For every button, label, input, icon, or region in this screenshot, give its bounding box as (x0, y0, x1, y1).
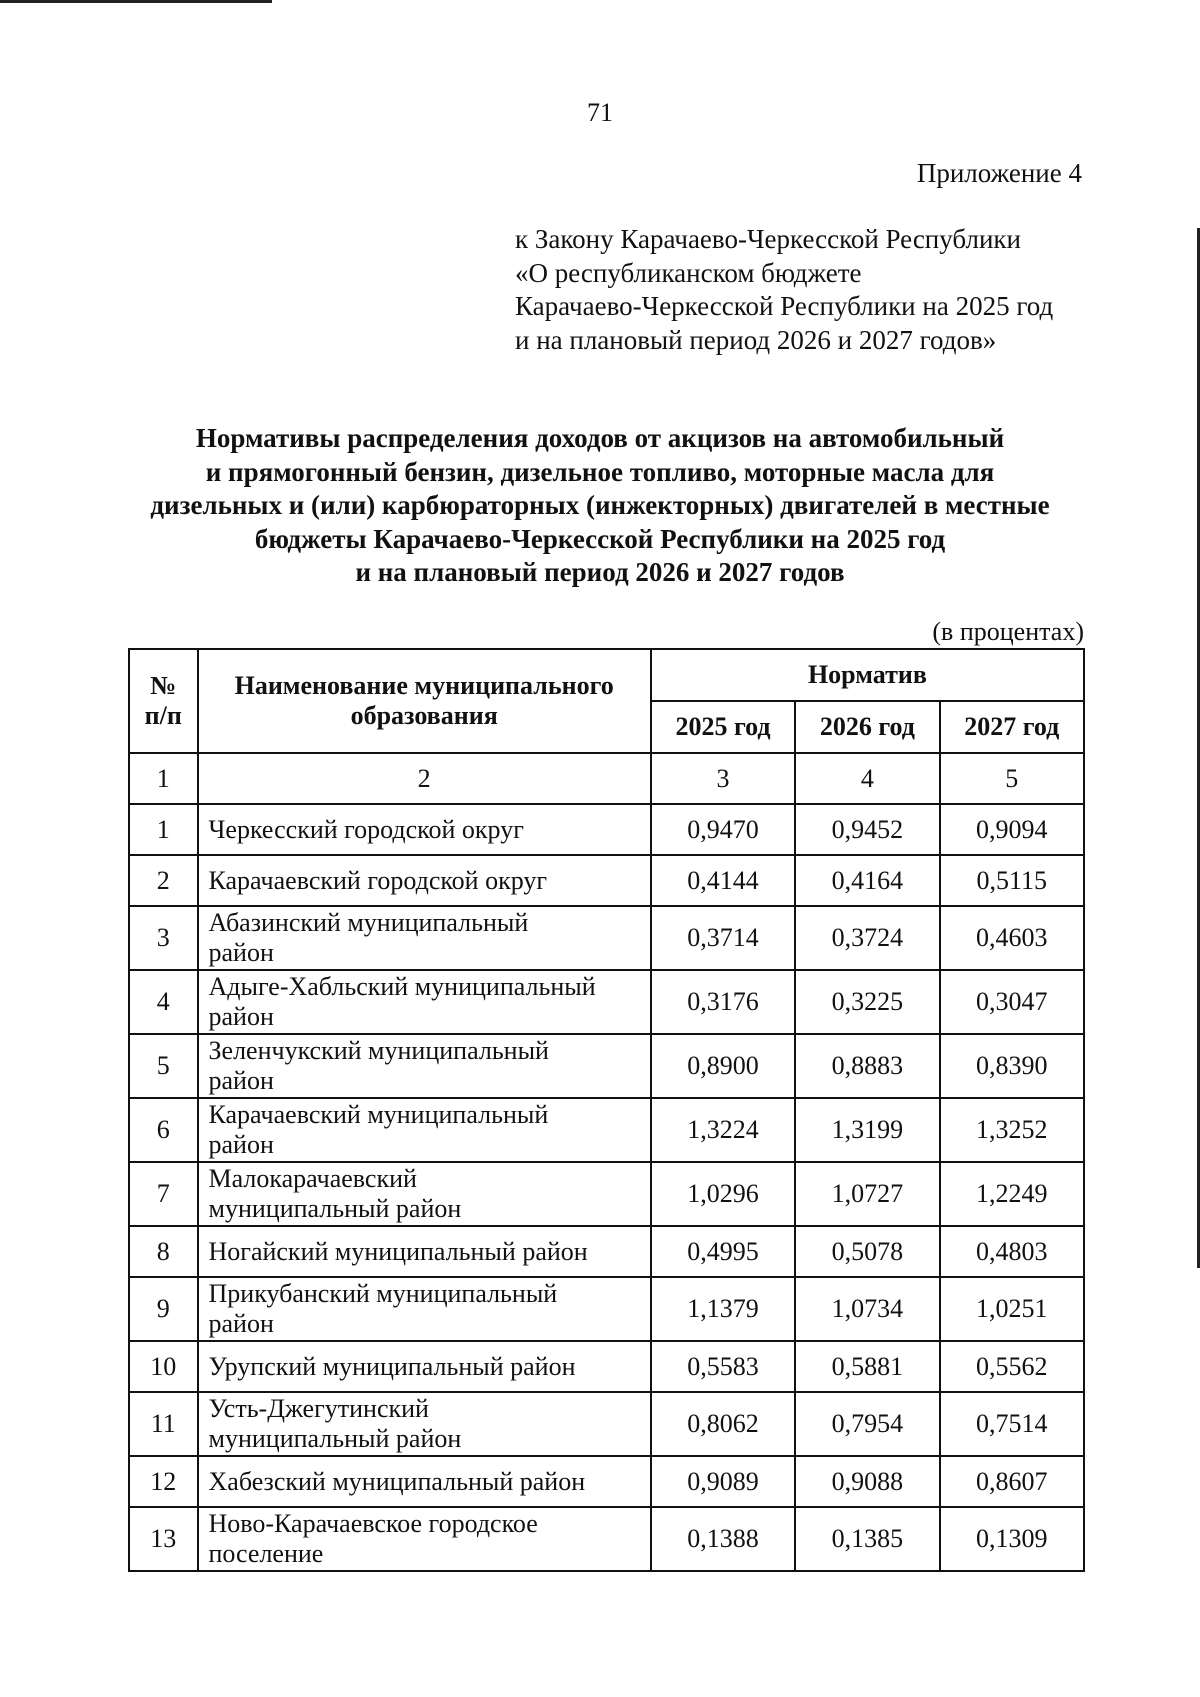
norm-value-2025: 1,1379 (651, 1277, 795, 1341)
norm-value-2026: 0,3724 (795, 906, 939, 970)
municipality-name-line: Ново-Карачаевское городское (208, 1509, 538, 1538)
municipality-name-cell (198, 855, 651, 906)
law-reference-line: к Закону Карачаево-Черкесской Республики (515, 224, 1021, 254)
row-number-cell: 10 (129, 1341, 198, 1392)
municipality-name-line: Абазинский муниципальный (208, 908, 529, 937)
municipality-name-line: Усть-Джегутинский (208, 1394, 429, 1423)
norm-value-2026: 0,9088 (795, 1456, 939, 1507)
norm-value-2027: 1,0251 (940, 1277, 1084, 1341)
title-line: бюджеты Карачаево-Черкесской Республики на 2025 год (254, 523, 946, 554)
header-year-2026: 2026 год (795, 701, 939, 753)
column-index-cell: 4 (795, 753, 939, 804)
norm-value-2026: 0,8883 (795, 1034, 939, 1098)
table-row (129, 1341, 1084, 1392)
norm-value-2027: 0,8607 (940, 1456, 1084, 1507)
municipality-name-line: Хабезский муниципальный район (208, 1466, 586, 1496)
norm-value-2027: 0,8390 (940, 1034, 1084, 1098)
norm-value-2026: 0,5078 (795, 1226, 939, 1277)
municipality-name-line: поселение (208, 1539, 324, 1568)
norm-value-2025: 0,5583 (651, 1341, 795, 1392)
municipality-name-line: Карачаевский городской округ (208, 865, 548, 895)
municipality-name-line: Адыге-Хабльский муниципальный (208, 972, 596, 1001)
municipality-name-line: район (208, 1066, 274, 1095)
table-body (129, 753, 1084, 1571)
units-note: (в процентах) (932, 617, 1084, 646)
document-title (60, 422, 1140, 590)
norm-value-2026: 1,0727 (795, 1162, 939, 1226)
municipality-name-cell (198, 906, 651, 970)
page-number: 71 (587, 98, 613, 127)
row-number-cell: 12 (129, 1456, 198, 1507)
norm-value-2025: 1,3224 (651, 1098, 795, 1162)
municipality-name-line: муниципальный район (208, 1424, 462, 1453)
column-index-cell: 2 (198, 753, 651, 804)
title-line: Нормативы распределения доходов от акцизов на автомобильный (195, 423, 1005, 453)
table-header-row (129, 649, 1084, 701)
norm-value-2027: 0,3047 (940, 970, 1084, 1034)
norm-value-2027: 0,7514 (940, 1392, 1084, 1456)
municipality-name-line: Прикубанский муниципальный (208, 1279, 558, 1308)
municipality-name-cell (198, 1277, 651, 1341)
municipality-name-line: муниципальный район (208, 1194, 462, 1223)
row-number-cell: 1 (129, 804, 198, 855)
title-line: и на плановый период 2026 и 2027 годов (355, 557, 845, 587)
table-row (129, 1277, 1084, 1341)
municipality-name-cell (198, 1098, 651, 1162)
row-number-cell: 11 (129, 1392, 198, 1456)
norm-value-2026: 0,5881 (795, 1341, 939, 1392)
table-row (129, 1162, 1084, 1226)
norm-value-2025: 0,4144 (651, 855, 795, 906)
norm-value-2027: 0,5115 (940, 855, 1084, 906)
norm-value-2026: 0,7954 (795, 1392, 939, 1456)
municipality-name-cell (198, 804, 651, 855)
norm-value-2025: 0,3714 (651, 906, 795, 970)
norm-value-2025: 1,0296 (651, 1162, 795, 1226)
municipality-name-line: район (208, 1130, 274, 1159)
norms-table (128, 648, 1085, 1572)
municipality-name-line: район (208, 938, 274, 967)
municipality-name-line: район (208, 1002, 274, 1031)
norm-value-2025: 0,3176 (651, 970, 795, 1034)
norm-value-2025: 0,9470 (651, 804, 795, 855)
table-row (129, 970, 1084, 1034)
table-row (129, 1507, 1084, 1571)
table-row (129, 1098, 1084, 1162)
row-number-cell: 6 (129, 1098, 198, 1162)
norm-value-2027: 0,1309 (940, 1507, 1084, 1571)
norm-value-2026: 1,0734 (795, 1277, 939, 1341)
table-row (129, 855, 1084, 906)
norm-value-2025: 0,8900 (651, 1034, 795, 1098)
municipality-name-line: район (208, 1309, 274, 1338)
row-number-cell: 8 (129, 1226, 198, 1277)
appendix-label: Приложение 4 (916, 158, 1082, 188)
header-name-line2: образования (350, 701, 498, 730)
title-line: и прямогонный бензин, дизельное топливо, моторные масла для (205, 456, 995, 487)
column-index-cell: 5 (940, 753, 1084, 804)
norm-value-2027: 0,4803 (940, 1226, 1084, 1277)
row-number-cell: 9 (129, 1277, 198, 1341)
header-year-2025: 2025 год (651, 701, 795, 753)
norm-value-2026: 0,4164 (795, 855, 939, 906)
norm-value-2026: 0,3225 (795, 970, 939, 1034)
row-number-cell: 2 (129, 855, 198, 906)
header-number-line2: п/п (144, 701, 182, 730)
norm-value-2025: 0,9089 (651, 1456, 795, 1507)
law-reference (515, 223, 1053, 357)
municipality-name-cell (198, 1034, 651, 1098)
norm-value-2025: 0,4995 (651, 1226, 795, 1277)
municipality-name-cell (198, 1341, 651, 1392)
table-row (129, 906, 1084, 970)
table-row (129, 1392, 1084, 1456)
norm-value-2027: 0,4603 (940, 906, 1084, 970)
scan-edge-top (0, 0, 272, 3)
table-row (129, 1226, 1084, 1277)
municipality-name-cell (198, 1226, 651, 1277)
municipality-name-line: Урупский муниципальный район (208, 1351, 576, 1381)
row-number-cell: 3 (129, 906, 198, 970)
row-number-cell: 4 (129, 970, 198, 1034)
norm-value-2027: 1,2249 (940, 1162, 1084, 1226)
norm-value-2027: 0,5562 (940, 1341, 1084, 1392)
table-row (129, 1456, 1084, 1507)
municipality-name-cell (198, 1162, 651, 1226)
municipality-name-cell (198, 1392, 651, 1456)
municipality-name-line: Черкесский городской округ (208, 814, 524, 844)
municipality-name-cell (198, 1456, 651, 1507)
header-name-cell (198, 649, 651, 753)
header-year-2027: 2027 год (940, 701, 1084, 753)
table-row (129, 804, 1084, 855)
header-norm-group: Норматив (651, 649, 1084, 701)
norm-value-2026: 1,3199 (795, 1098, 939, 1162)
norm-value-2025: 0,8062 (651, 1392, 795, 1456)
municipality-name-cell (198, 1507, 651, 1571)
law-reference-line: и на плановый период 2026 и 2027 годов» (515, 324, 997, 355)
municipality-name-line: Малокарачаевский (208, 1164, 417, 1193)
column-index-cell: 3 (651, 753, 795, 804)
municipality-name-line: Зеленчукский муниципальный (208, 1036, 549, 1065)
norm-value-2027: 1,3252 (940, 1098, 1084, 1162)
column-index-row (129, 753, 1084, 804)
municipality-name-line: Ногайский муниципальный район (208, 1236, 588, 1266)
header-number-cell (129, 649, 198, 753)
norm-value-2027: 0,9094 (940, 804, 1084, 855)
law-reference-line: Карачаево-Черкесской Республики на 2025 год (515, 291, 1054, 321)
column-index-cell: 1 (129, 753, 198, 804)
municipality-name-cell (198, 970, 651, 1034)
row-number-cell: 13 (129, 1507, 198, 1571)
norm-value-2025: 0,1388 (651, 1507, 795, 1571)
table-row (129, 1034, 1084, 1098)
title-line: дизельных и (или) карбюраторных (инжекторных) двигателей в местные (150, 490, 1050, 520)
header-name-line1: Наименование муниципального (234, 671, 614, 700)
norm-value-2026: 0,1385 (795, 1507, 939, 1571)
row-number-cell: 7 (129, 1162, 198, 1226)
municipality-name-line: Карачаевский муниципальный (208, 1100, 549, 1129)
row-number-cell: 5 (129, 1034, 198, 1098)
header-number-line1: № (150, 671, 177, 700)
norm-value-2026: 0,9452 (795, 804, 939, 855)
law-reference-line: «О республиканском бюджете (515, 257, 862, 288)
